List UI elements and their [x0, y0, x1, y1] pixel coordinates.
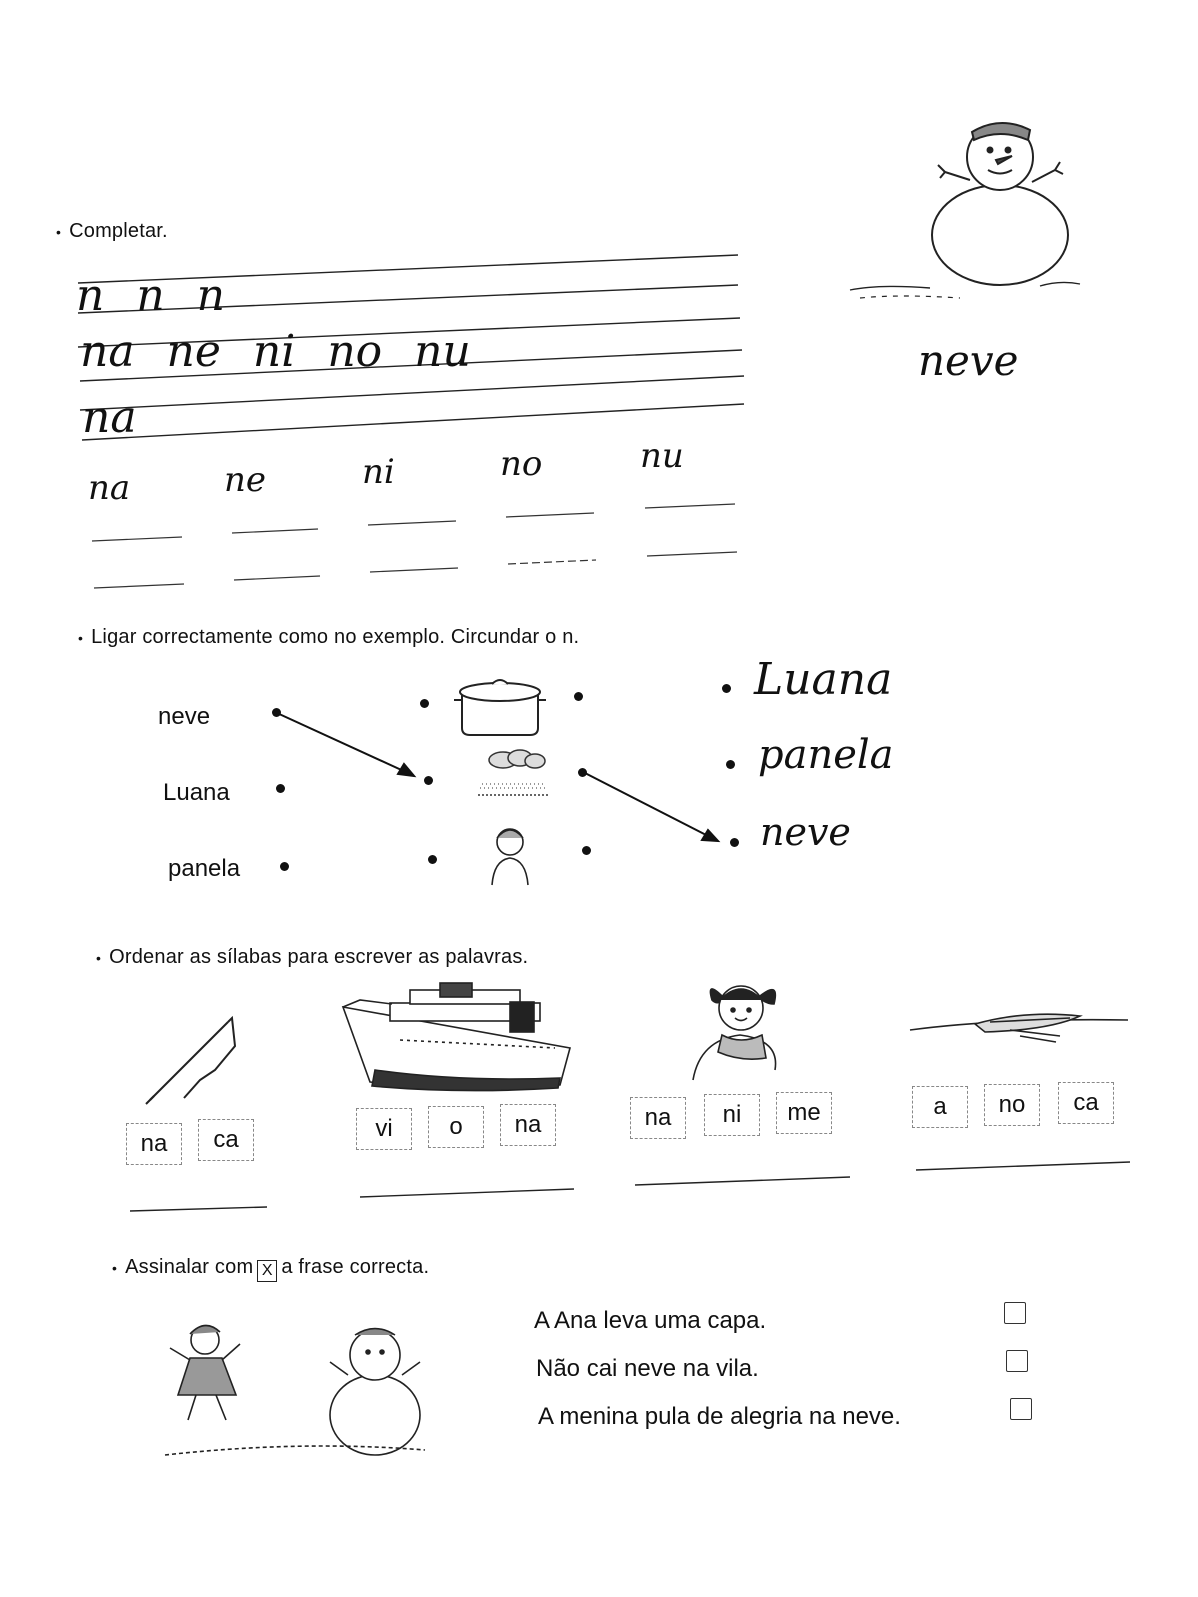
- syllable-answer-lines: [130, 1162, 1130, 1211]
- right-dot-2[interactable]: [726, 760, 735, 769]
- picture-right-dot-1[interactable]: [574, 692, 583, 701]
- ship-icon: [343, 983, 570, 1091]
- boy-icon: [492, 829, 528, 885]
- cursive-row-2: na ne ni no nu: [80, 326, 471, 377]
- syllable-box[interactable]: ca: [198, 1119, 254, 1161]
- syllable-box[interactable]: ni: [704, 1094, 760, 1136]
- left-word-panela: panela: [168, 855, 241, 882]
- syllable-box[interactable]: a: [912, 1086, 968, 1128]
- canoe-paddle-icon: [146, 1018, 235, 1104]
- bullet-icon: •: [56, 224, 62, 240]
- left-dot-1[interactable]: [272, 708, 281, 717]
- syllable-ne: ne: [224, 460, 267, 500]
- sentence-2: Não cai neve na vila.: [536, 1355, 759, 1382]
- left-dot-3[interactable]: [280, 862, 289, 871]
- girl-and-snowman-illustration: [165, 1325, 425, 1455]
- right-dot-3[interactable]: [730, 838, 739, 847]
- checkbox-sentence-3[interactable]: [1010, 1398, 1032, 1420]
- answer-lines: [92, 504, 737, 588]
- snowman-word-neve: neve: [918, 336, 1019, 385]
- cursive-row-1: n n n: [76, 270, 225, 321]
- x-box-icon: X: [257, 1260, 277, 1282]
- instruction-text: Ordenar as sílabas para escrever as palavras.: [109, 946, 529, 968]
- instruction-assinalar: [112, 1256, 429, 1282]
- checkbox-sentence-2[interactable]: [1006, 1350, 1028, 1372]
- picture-right-dot-3[interactable]: [582, 846, 591, 855]
- right-word-panela: panela: [758, 732, 894, 778]
- cursive-row-3: na: [82, 392, 137, 443]
- instruction-completar: [56, 220, 168, 243]
- checkbox-sentence-1[interactable]: [1004, 1302, 1026, 1324]
- instruction-ligar: [78, 626, 579, 649]
- bullet-icon: •: [112, 1260, 118, 1276]
- boat-icon: [910, 1014, 1128, 1042]
- syllable-box[interactable]: me: [776, 1092, 832, 1134]
- pot-icon: [454, 680, 546, 735]
- syllable-ni: ni: [362, 452, 395, 492]
- instruction-ordenar: [96, 946, 528, 969]
- left-word-luana: Luana: [163, 779, 230, 806]
- left-word-neve: neve: [158, 703, 211, 730]
- syllable-box[interactable]: no: [984, 1084, 1040, 1126]
- snowman-illustration: [850, 123, 1080, 298]
- bullet-icon: •: [96, 950, 102, 966]
- syllable-box[interactable]: na: [630, 1097, 686, 1139]
- instruction-text: Completar.: [69, 220, 168, 242]
- picture-right-dot-2[interactable]: [578, 768, 587, 777]
- right-word-luana: Luana: [754, 654, 893, 705]
- syllable-nu: nu: [640, 436, 684, 476]
- picture-left-dot-1[interactable]: [420, 699, 429, 708]
- right-word-neve: neve: [760, 810, 851, 854]
- picture-left-dot-2[interactable]: [424, 776, 433, 785]
- syllable-box[interactable]: na: [500, 1104, 556, 1146]
- snow-cloud-icon: [478, 750, 548, 795]
- instruction-text-prefix: Assinalar com: [125, 1256, 254, 1278]
- right-dot-1[interactable]: [722, 684, 731, 693]
- instruction-text: Ligar correctamente como no exemplo. Circundar o n.: [91, 626, 580, 648]
- syllable-box[interactable]: na: [126, 1123, 182, 1165]
- syllable-no: no: [500, 444, 543, 484]
- sentence-1: A Ana leva uma capa.: [534, 1307, 767, 1334]
- syllable-box[interactable]: vi: [356, 1108, 412, 1150]
- bullet-icon: •: [78, 630, 84, 646]
- syllable-box[interactable]: o: [428, 1106, 484, 1148]
- sentence-3: A menina pula de alegria na neve.: [538, 1403, 901, 1430]
- syllable-box[interactable]: ca: [1058, 1082, 1114, 1124]
- picture-left-dot-3[interactable]: [428, 855, 437, 864]
- girl-icon: [693, 986, 776, 1080]
- syllable-na: na: [88, 468, 131, 508]
- left-dot-2[interactable]: [276, 784, 285, 793]
- instruction-text-suffix: a frase correcta.: [281, 1256, 430, 1278]
